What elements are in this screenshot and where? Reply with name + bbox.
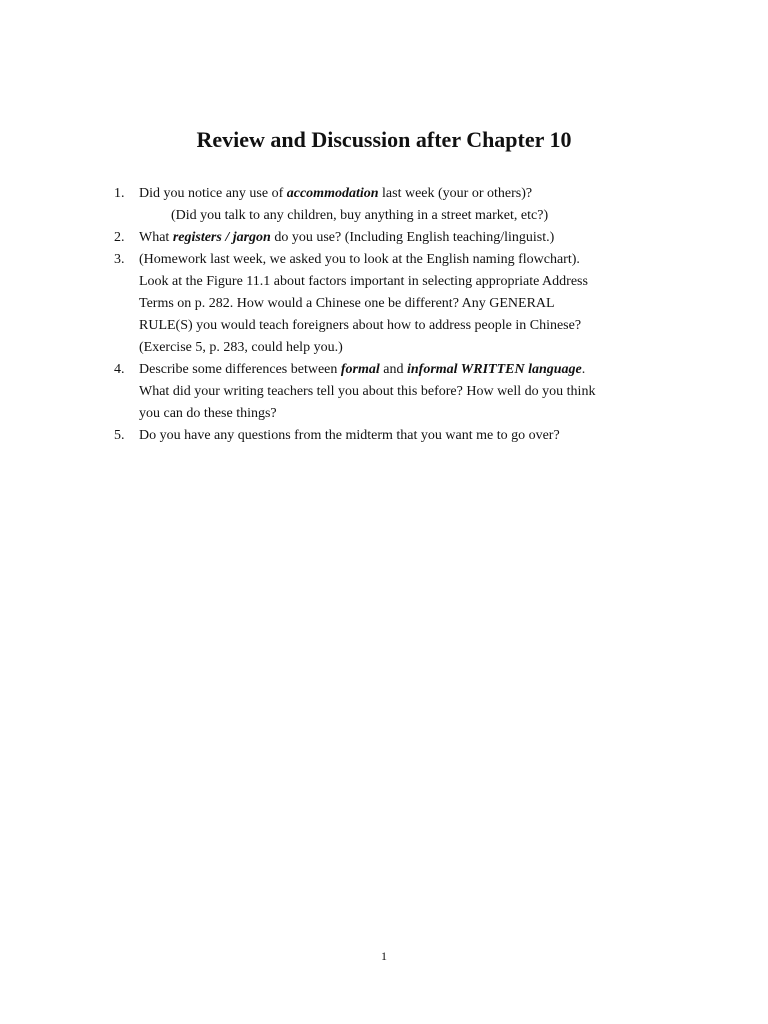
question-line: Do you have any questions from the midterm that you want me to go over? [139,428,560,443]
question-number: 1. [114,186,125,201]
question-list [114,183,654,447]
question-text: last week (your or others)? [378,186,533,201]
page-number: 1 [381,949,387,963]
question-line: What did your writing teachers tell you about this before? How well do you think [139,384,596,399]
question-subline: (Did you talk to any children, buy anything in a street market, etc?) [171,208,549,223]
question-item-3 [114,249,654,359]
question-text: Describe some differences between [139,362,341,377]
question-number: 3. [114,252,125,267]
question-line: (Exercise 5, p. 283, could help you.) [139,340,343,355]
question-line [139,227,654,249]
question-item-5 [114,425,654,447]
emphasized-term: informal WRITTEN language [406,362,582,377]
question-text: and [379,362,407,377]
emphasized-term: registers / jargon [172,230,271,245]
question-line: (Homework last week, we asked you to look at the English naming flowchart). [139,252,580,267]
question-number: 5. [114,428,125,443]
question-item-1 [114,183,654,227]
question-item-2 [114,227,654,249]
question-line [139,359,654,381]
question-line: Terms on p. 282. How would a Chinese one be different? Any GENERAL [139,296,555,311]
question-line: you can do these things? [139,406,277,421]
question-text: Did you notice any use of [139,186,287,201]
emphasized-term: accommodation [286,186,379,201]
question-line [139,183,654,205]
question-line: Look at the Figure 11.1 about factors important in selecting appropriate Address [139,274,588,289]
page-title: Review and Discussion after Chapter 10 [196,127,572,152]
question-number: 4. [114,362,125,377]
emphasized-term: formal [340,362,380,377]
question-number: 2. [114,230,125,245]
question-line: RULE(S) you would teach foreigners about how to address people in Chinese? [139,318,582,333]
question-text: . [581,362,586,377]
question-item-4 [114,359,654,425]
question-text: do you use? (Including English teaching/linguist.) [270,230,555,245]
question-text: What [139,230,173,245]
